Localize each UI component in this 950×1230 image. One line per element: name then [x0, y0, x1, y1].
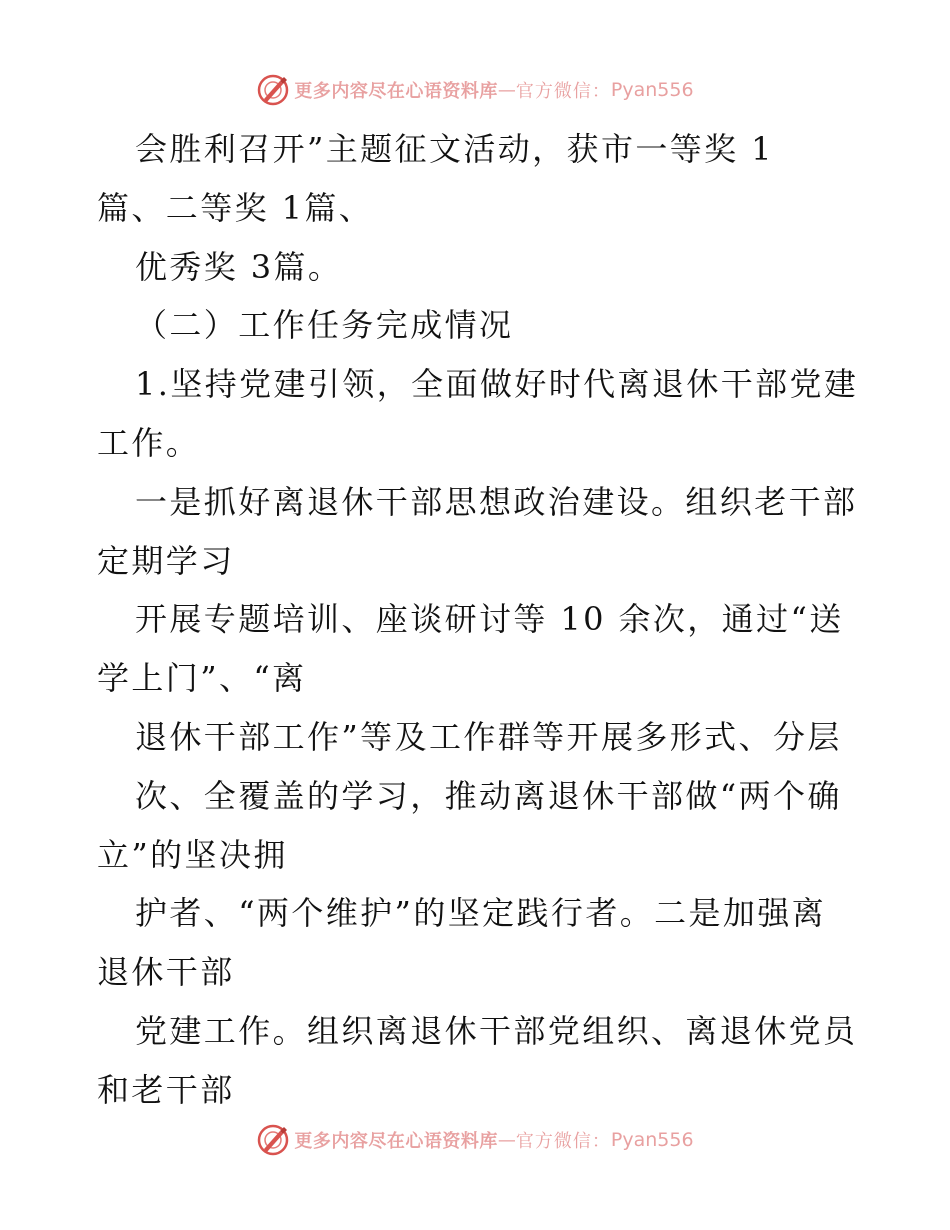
watermark-brand: 更多内容尽在心语资料库	[294, 81, 498, 102]
text-line: 立”的坚决拥	[97, 835, 288, 874]
text-line: 护者、“两个维护”的坚定践行者。二是加强离	[135, 894, 827, 933]
text-line: 学上门”、“离	[97, 659, 307, 698]
text-line: 会胜利召开”主题征文活动，获市一等奖 1	[135, 130, 774, 168]
pen-logo-icon	[256, 1123, 290, 1157]
text-line: 开展专题培训、座谈研讨等 10 余次，通过“送	[135, 600, 844, 639]
pen-logo-icon	[256, 73, 290, 107]
watermark-wechat-id: Pyan556	[610, 1129, 694, 1151]
text-line: 一是抓好离退休干部思想政治建设。组织老干部	[135, 482, 858, 521]
footer-watermark	[0, 1120, 950, 1160]
header-watermark	[0, 70, 950, 110]
text-line: 党建工作。组织离退休干部党组织、离退休党员	[135, 1011, 858, 1050]
text-line: 退休干部工作”等及工作群等开展多形式、分层	[135, 717, 842, 756]
watermark-label: 官方微信：	[515, 81, 611, 102]
watermark-label: 官方微信：	[515, 1131, 611, 1152]
watermark-brand: 更多内容尽在心语资料库	[294, 1131, 498, 1152]
text-line: 篇、二等奖 1篇、	[97, 188, 374, 227]
text-line: （二）工作任务完成情况	[135, 306, 514, 345]
text-line: 1.坚持党建引领，全面做好时代离退休干部党建	[135, 365, 859, 404]
text-line: 退休干部	[97, 953, 235, 992]
watermark-dash: —	[497, 79, 516, 101]
text-line: 工作。	[97, 423, 201, 462]
text-line: 次、全覆盖的学习，推动离退休干部做“两个确	[135, 776, 842, 815]
watermark-dash: —	[497, 1129, 516, 1151]
text-line: 定期学习	[97, 541, 235, 580]
text-line: 和老干部	[97, 1070, 235, 1109]
watermark-wechat-id: Pyan556	[610, 79, 694, 101]
text-line: 优秀奖 3篇。	[135, 247, 343, 286]
document-body	[97, 120, 857, 1120]
